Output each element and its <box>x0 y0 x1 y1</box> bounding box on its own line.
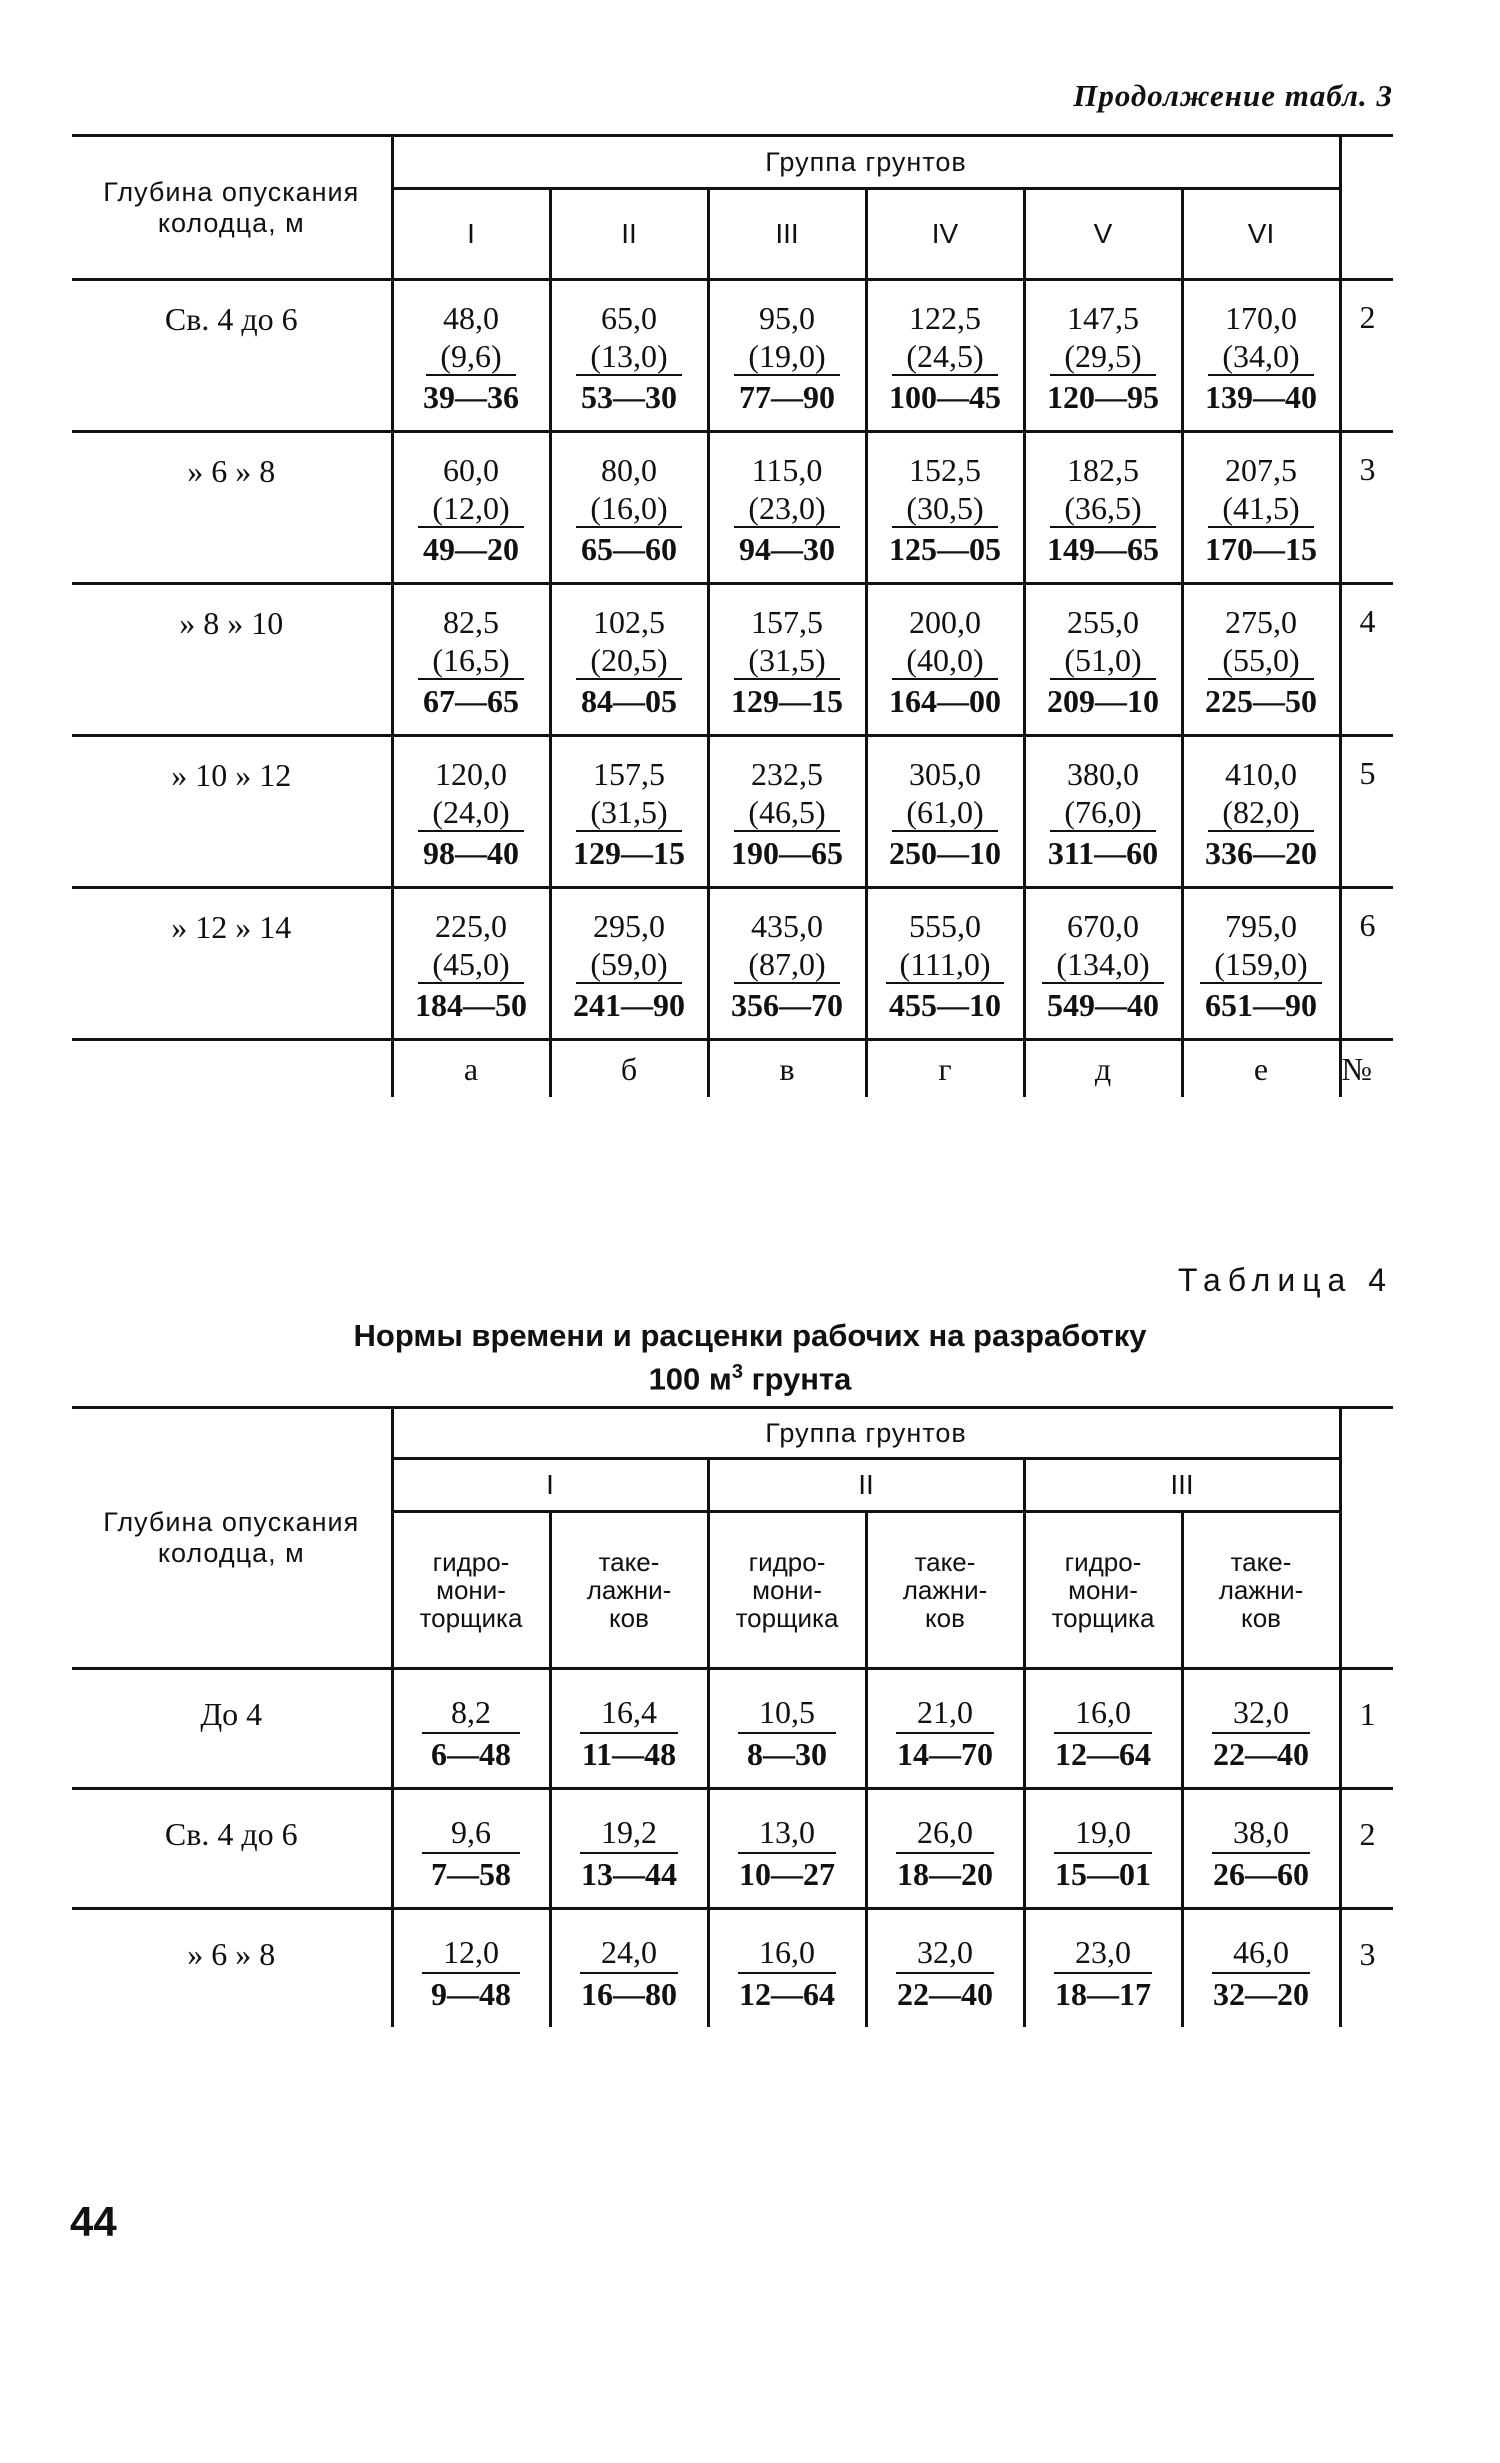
rate: 311—60 <box>1047 835 1159 871</box>
data-cell <box>708 432 866 584</box>
data-cell <box>1182 1909 1340 2028</box>
rate: 39—36 <box>423 379 519 415</box>
time-norm-sub: (16,0) <box>576 490 681 528</box>
time-norm: 60,0 <box>443 452 499 488</box>
time-norm-sub: (29,5) <box>1050 338 1155 376</box>
data-cell <box>866 432 1024 584</box>
time-norm-sub: (19,0) <box>734 338 839 376</box>
time-norm: 275,0 <box>1225 604 1297 640</box>
time-norm: 182,5 <box>1067 452 1139 488</box>
t4-subheader <box>708 1512 866 1669</box>
num-label: № <box>1340 1040 1393 1098</box>
data-cell <box>550 1909 708 2028</box>
rate: 149—65 <box>1047 531 1159 567</box>
column-letter: д <box>1024 1040 1182 1098</box>
time-norm: 435,0 <box>751 908 823 944</box>
time-norm: 32,0 <box>896 1932 994 1974</box>
t3-depth-header: Глубина опускания колодца, м <box>72 136 392 280</box>
time-norm: 65,0 <box>601 300 657 336</box>
time-norm-sub: (59,0) <box>576 946 681 984</box>
rate: 184—50 <box>415 987 527 1023</box>
rate: 164—00 <box>889 683 1001 719</box>
time-norm: 46,0 <box>1212 1932 1310 1974</box>
time-norm-sub: (111,0) <box>886 946 1005 984</box>
rate: 100—45 <box>889 379 1001 415</box>
time-norm-sub: (23,0) <box>734 490 839 528</box>
time-norm: 9,6 <box>422 1812 520 1854</box>
rate: 356—70 <box>731 987 843 1023</box>
table-row <box>72 432 1393 584</box>
row-number: 4 <box>1340 584 1393 736</box>
time-norm-sub: (34,0) <box>1208 338 1313 376</box>
depth-label: До 4 <box>200 1696 263 1732</box>
data-cell <box>392 1789 550 1909</box>
data-cell <box>708 584 866 736</box>
table-4-title-line1: Нормы времени и расценки рабочих на разработку <box>353 1318 1147 1353</box>
time-norm: 21,0 <box>896 1692 994 1734</box>
data-cell <box>1024 1789 1182 1909</box>
rate: 32—20 <box>1213 1976 1309 2012</box>
rate: 225—50 <box>1205 683 1317 719</box>
rate: 26—60 <box>1213 1856 1309 1892</box>
t4-num-header <box>1340 1408 1393 1669</box>
table-4-title-line2: 100 $м^3$ грунта <box>648 1361 852 1397</box>
t4-subheader-text: гидро- мони- торщика <box>419 1547 523 1633</box>
time-norm: 157,5 <box>593 756 665 792</box>
rate: 18—20 <box>897 1856 993 1892</box>
table-4-title <box>0 1318 1500 1397</box>
data-cell <box>1024 888 1182 1040</box>
time-norm: 225,0 <box>435 908 507 944</box>
time-norm: 170,0 <box>1225 300 1297 336</box>
time-norm: 122,5 <box>909 300 981 336</box>
depth-label: » 6 » 8 <box>72 1909 392 2028</box>
rate: 549—40 <box>1047 987 1159 1023</box>
time-norm-sub: (31,5) <box>576 794 681 832</box>
data-cell <box>1182 432 1340 584</box>
time-norm: 19,2 <box>580 1812 678 1854</box>
depth-label: » 8 » 10 <box>72 584 392 736</box>
time-norm-sub: (159,0) <box>1200 946 1321 984</box>
data-cell <box>866 1789 1024 1909</box>
time-norm: 48,0 <box>443 300 499 336</box>
table-3 <box>72 134 1393 1097</box>
column-letter: в <box>708 1040 866 1098</box>
time-norm: 38,0 <box>1212 1812 1310 1854</box>
data-cell <box>866 280 1024 432</box>
data-cell <box>550 1789 708 1909</box>
time-norm-sub: (31,5) <box>734 642 839 680</box>
time-norm: 32,0 <box>1212 1692 1310 1734</box>
rate: 129—15 <box>573 835 685 871</box>
rate: 336—20 <box>1205 835 1317 871</box>
time-norm: 13,0 <box>738 1812 836 1854</box>
time-norm: 80,0 <box>601 452 657 488</box>
time-norm: 24,0 <box>580 1932 678 1974</box>
t4-group-1: I <box>392 1459 708 1512</box>
time-norm: 157,5 <box>751 604 823 640</box>
time-norm-sub: (20,5) <box>576 642 681 680</box>
time-norm: 380,0 <box>1067 756 1139 792</box>
data-cell <box>1024 432 1182 584</box>
t3-group-6: VI <box>1182 189 1340 280</box>
time-norm-sub: (61,0) <box>892 794 997 832</box>
row-number: 6 <box>1340 888 1393 1040</box>
data-cell <box>392 888 550 1040</box>
rate: 18—17 <box>1055 1976 1151 2012</box>
time-norm: 10,5 <box>738 1692 836 1734</box>
data-cell <box>1024 1909 1182 2028</box>
time-norm-sub: (45,0) <box>418 946 523 984</box>
t4-subheader-text: таке- лажни- ков <box>586 1547 672 1633</box>
time-norm: 16,0 <box>1054 1692 1152 1734</box>
rate: 250—10 <box>889 835 1001 871</box>
data-cell <box>392 1669 550 1789</box>
t4-subheader-text: таке- лажни- ков <box>1218 1547 1304 1633</box>
time-norm-sub: (12,0) <box>418 490 523 528</box>
rate: 77—90 <box>739 379 835 415</box>
rate: 16—80 <box>581 1976 677 2012</box>
t4-subheader <box>550 1512 708 1669</box>
rate: 10—27 <box>739 1856 835 1892</box>
data-cell <box>1182 736 1340 888</box>
t4-group-2: II <box>708 1459 1024 1512</box>
data-cell <box>392 1909 550 2028</box>
time-norm: 410,0 <box>1225 756 1297 792</box>
depth-label: Св. 4 до 6 <box>72 1789 392 1909</box>
data-cell <box>1182 888 1340 1040</box>
rate: 170—15 <box>1205 531 1317 567</box>
t3-letters-row <box>72 1040 1393 1098</box>
table-row <box>72 1789 1393 1909</box>
data-cell <box>866 584 1024 736</box>
t4-subheader <box>1182 1512 1340 1669</box>
rate: 120—95 <box>1047 379 1159 415</box>
data-cell <box>708 1789 866 1909</box>
t4-subheader <box>866 1512 1024 1669</box>
depth-label: Св. 4 до 6 <box>164 301 298 337</box>
data-cell <box>392 432 550 584</box>
data-cell <box>1182 1789 1340 1909</box>
time-norm: 255,0 <box>1067 604 1139 640</box>
t4-subheader-text: гидро- мони- торщика <box>735 1547 839 1633</box>
rate: 7—58 <box>431 1856 511 1892</box>
time-norm: 16,4 <box>580 1692 678 1734</box>
rate: 13—44 <box>581 1856 677 1892</box>
depth-label: » 10 » 12 <box>72 736 392 888</box>
time-norm-sub: (134,0) <box>1042 946 1163 984</box>
time-norm: 200,0 <box>909 604 981 640</box>
column-letter: е <box>1182 1040 1340 1098</box>
data-cell <box>392 280 550 432</box>
rate: 125—05 <box>889 531 1001 567</box>
rate: 9—48 <box>431 1976 511 2012</box>
rate: 84—05 <box>581 683 677 719</box>
data-cell <box>866 736 1024 888</box>
time-norm-sub: (46,5) <box>734 794 839 832</box>
continuation-label: Продолжение табл. 3 <box>1073 78 1393 113</box>
time-norm-sub: (40,0) <box>892 642 997 680</box>
time-norm: 102,5 <box>593 604 665 640</box>
data-cell <box>1024 584 1182 736</box>
time-norm: 23,0 <box>1054 1932 1152 1974</box>
time-norm-sub: (30,5) <box>892 490 997 528</box>
data-cell <box>550 736 708 888</box>
data-cell <box>866 1669 1024 1789</box>
table-4 <box>72 1406 1393 2027</box>
rate: 241—90 <box>573 987 685 1023</box>
row-number: 5 <box>1340 736 1393 888</box>
data-cell <box>708 1909 866 2028</box>
table-row <box>72 1909 1393 2028</box>
data-cell <box>392 584 550 736</box>
t4-depth-header: Глубина опускания колодца, м <box>72 1408 392 1669</box>
rate: 6—48 <box>431 1736 511 1772</box>
time-norm: 26,0 <box>896 1812 994 1854</box>
column-letter: б <box>550 1040 708 1098</box>
table-row <box>72 584 1393 736</box>
rate: 65—60 <box>581 531 677 567</box>
data-cell <box>392 736 550 888</box>
time-norm: 295,0 <box>593 908 665 944</box>
t3-group-3: III <box>708 189 866 280</box>
time-norm-sub: (16,5) <box>418 642 523 680</box>
rate: 11—48 <box>581 1736 677 1772</box>
time-norm-sub: (41,5) <box>1208 490 1313 528</box>
rate: 14—70 <box>897 1736 993 1772</box>
time-norm-sub: (9,6) <box>426 338 515 376</box>
rate: 12—64 <box>1055 1736 1151 1772</box>
time-norm-sub: (36,5) <box>1050 490 1155 528</box>
time-norm-sub: (24,5) <box>892 338 997 376</box>
rate: 209—10 <box>1047 683 1159 719</box>
column-letter: г <box>866 1040 1024 1098</box>
data-cell <box>1182 280 1340 432</box>
row-number: 3 <box>1340 432 1393 584</box>
data-cell <box>708 736 866 888</box>
depth-label: » 12 » 14 <box>72 888 392 1040</box>
time-norm-sub: (24,0) <box>418 794 523 832</box>
data-cell <box>550 280 708 432</box>
column-letter: а <box>392 1040 550 1098</box>
time-norm-sub: (76,0) <box>1050 794 1155 832</box>
time-norm: 19,0 <box>1054 1812 1152 1854</box>
rate: 8—30 <box>747 1736 827 1772</box>
rate: 129—15 <box>731 683 843 719</box>
data-cell <box>1024 736 1182 888</box>
rate: 22—40 <box>897 1976 993 2012</box>
depth-label: » 6 » 8 <box>72 432 392 584</box>
t4-group-3: III <box>1024 1459 1340 1512</box>
time-norm: 795,0 <box>1225 908 1297 944</box>
t4-subheader-text: таке- лажни- ков <box>902 1547 988 1633</box>
rate: 190—65 <box>731 835 843 871</box>
table-row <box>72 1669 1393 1789</box>
page-number: 44 <box>70 2198 117 2245</box>
time-norm: 8,2 <box>422 1692 520 1734</box>
rate: 651—90 <box>1205 987 1317 1023</box>
time-norm: 82,5 <box>443 604 499 640</box>
t3-group-header: Группа грунтов <box>392 136 1340 189</box>
rate: 12—64 <box>739 1976 835 2012</box>
rate: 94—30 <box>739 531 835 567</box>
t3-group-4: IV <box>866 189 1024 280</box>
data-cell <box>1024 1669 1182 1789</box>
rate: 455—10 <box>889 987 1001 1023</box>
table-row <box>72 888 1393 1040</box>
time-norm-sub: (51,0) <box>1050 642 1155 680</box>
data-cell <box>550 1669 708 1789</box>
t4-subheader-text: гидро- мони- торщика <box>1051 1547 1155 1633</box>
rate: 49—20 <box>423 531 519 567</box>
time-norm: 555,0 <box>909 908 981 944</box>
rate: 22—40 <box>1213 1736 1309 1772</box>
table-4-label: Таблица 4 <box>1177 1262 1393 1298</box>
time-norm-sub: (87,0) <box>734 946 839 984</box>
data-cell <box>866 888 1024 1040</box>
time-norm: 152,5 <box>909 452 981 488</box>
t3-group-2: II <box>550 189 708 280</box>
time-norm: 12,0 <box>422 1932 520 1974</box>
time-norm: 207,5 <box>1225 452 1297 488</box>
time-norm: 232,5 <box>751 756 823 792</box>
time-norm-sub: (55,0) <box>1208 642 1313 680</box>
data-cell <box>1182 584 1340 736</box>
rate: 53—30 <box>581 379 677 415</box>
time-norm: 95,0 <box>759 300 815 336</box>
row-number: 2 <box>1340 280 1393 432</box>
table-row <box>72 280 1393 432</box>
rate: 98—40 <box>423 835 519 871</box>
data-cell <box>550 584 708 736</box>
time-norm: 115,0 <box>751 452 823 488</box>
data-cell <box>708 280 866 432</box>
data-cell <box>1182 1669 1340 1789</box>
data-cell <box>550 888 708 1040</box>
t3-num-header <box>1340 136 1393 280</box>
data-cell <box>708 888 866 1040</box>
rate: 67—65 <box>423 683 519 719</box>
data-cell <box>708 1669 866 1789</box>
row-number: 1 <box>1340 1669 1393 1789</box>
t4-subheader <box>392 1512 550 1669</box>
row-number: 2 <box>1340 1789 1393 1909</box>
table-row <box>72 736 1393 888</box>
time-norm: 147,5 <box>1067 300 1139 336</box>
t4-header-row <box>72 1408 1393 1459</box>
data-cell <box>866 1909 1024 2028</box>
t3-letters-blank <box>72 1040 392 1098</box>
t3-header-row <box>72 136 1393 189</box>
time-norm-sub: (82,0) <box>1208 794 1313 832</box>
rate: 15—01 <box>1055 1856 1151 1892</box>
time-norm-sub: (13,0) <box>576 338 681 376</box>
data-cell <box>1024 280 1182 432</box>
row-number: 3 <box>1340 1909 1393 2028</box>
time-norm: 670,0 <box>1067 908 1139 944</box>
time-norm: 305,0 <box>909 756 981 792</box>
time-norm: 16,0 <box>738 1932 836 1974</box>
t3-group-1: I <box>392 189 550 280</box>
t3-group-5: V <box>1024 189 1182 280</box>
time-norm: 120,0 <box>435 756 507 792</box>
t4-group-header: Группа грунтов <box>392 1408 1340 1459</box>
rate: 139—40 <box>1205 379 1317 415</box>
t4-subheader <box>1024 1512 1182 1669</box>
data-cell <box>550 432 708 584</box>
